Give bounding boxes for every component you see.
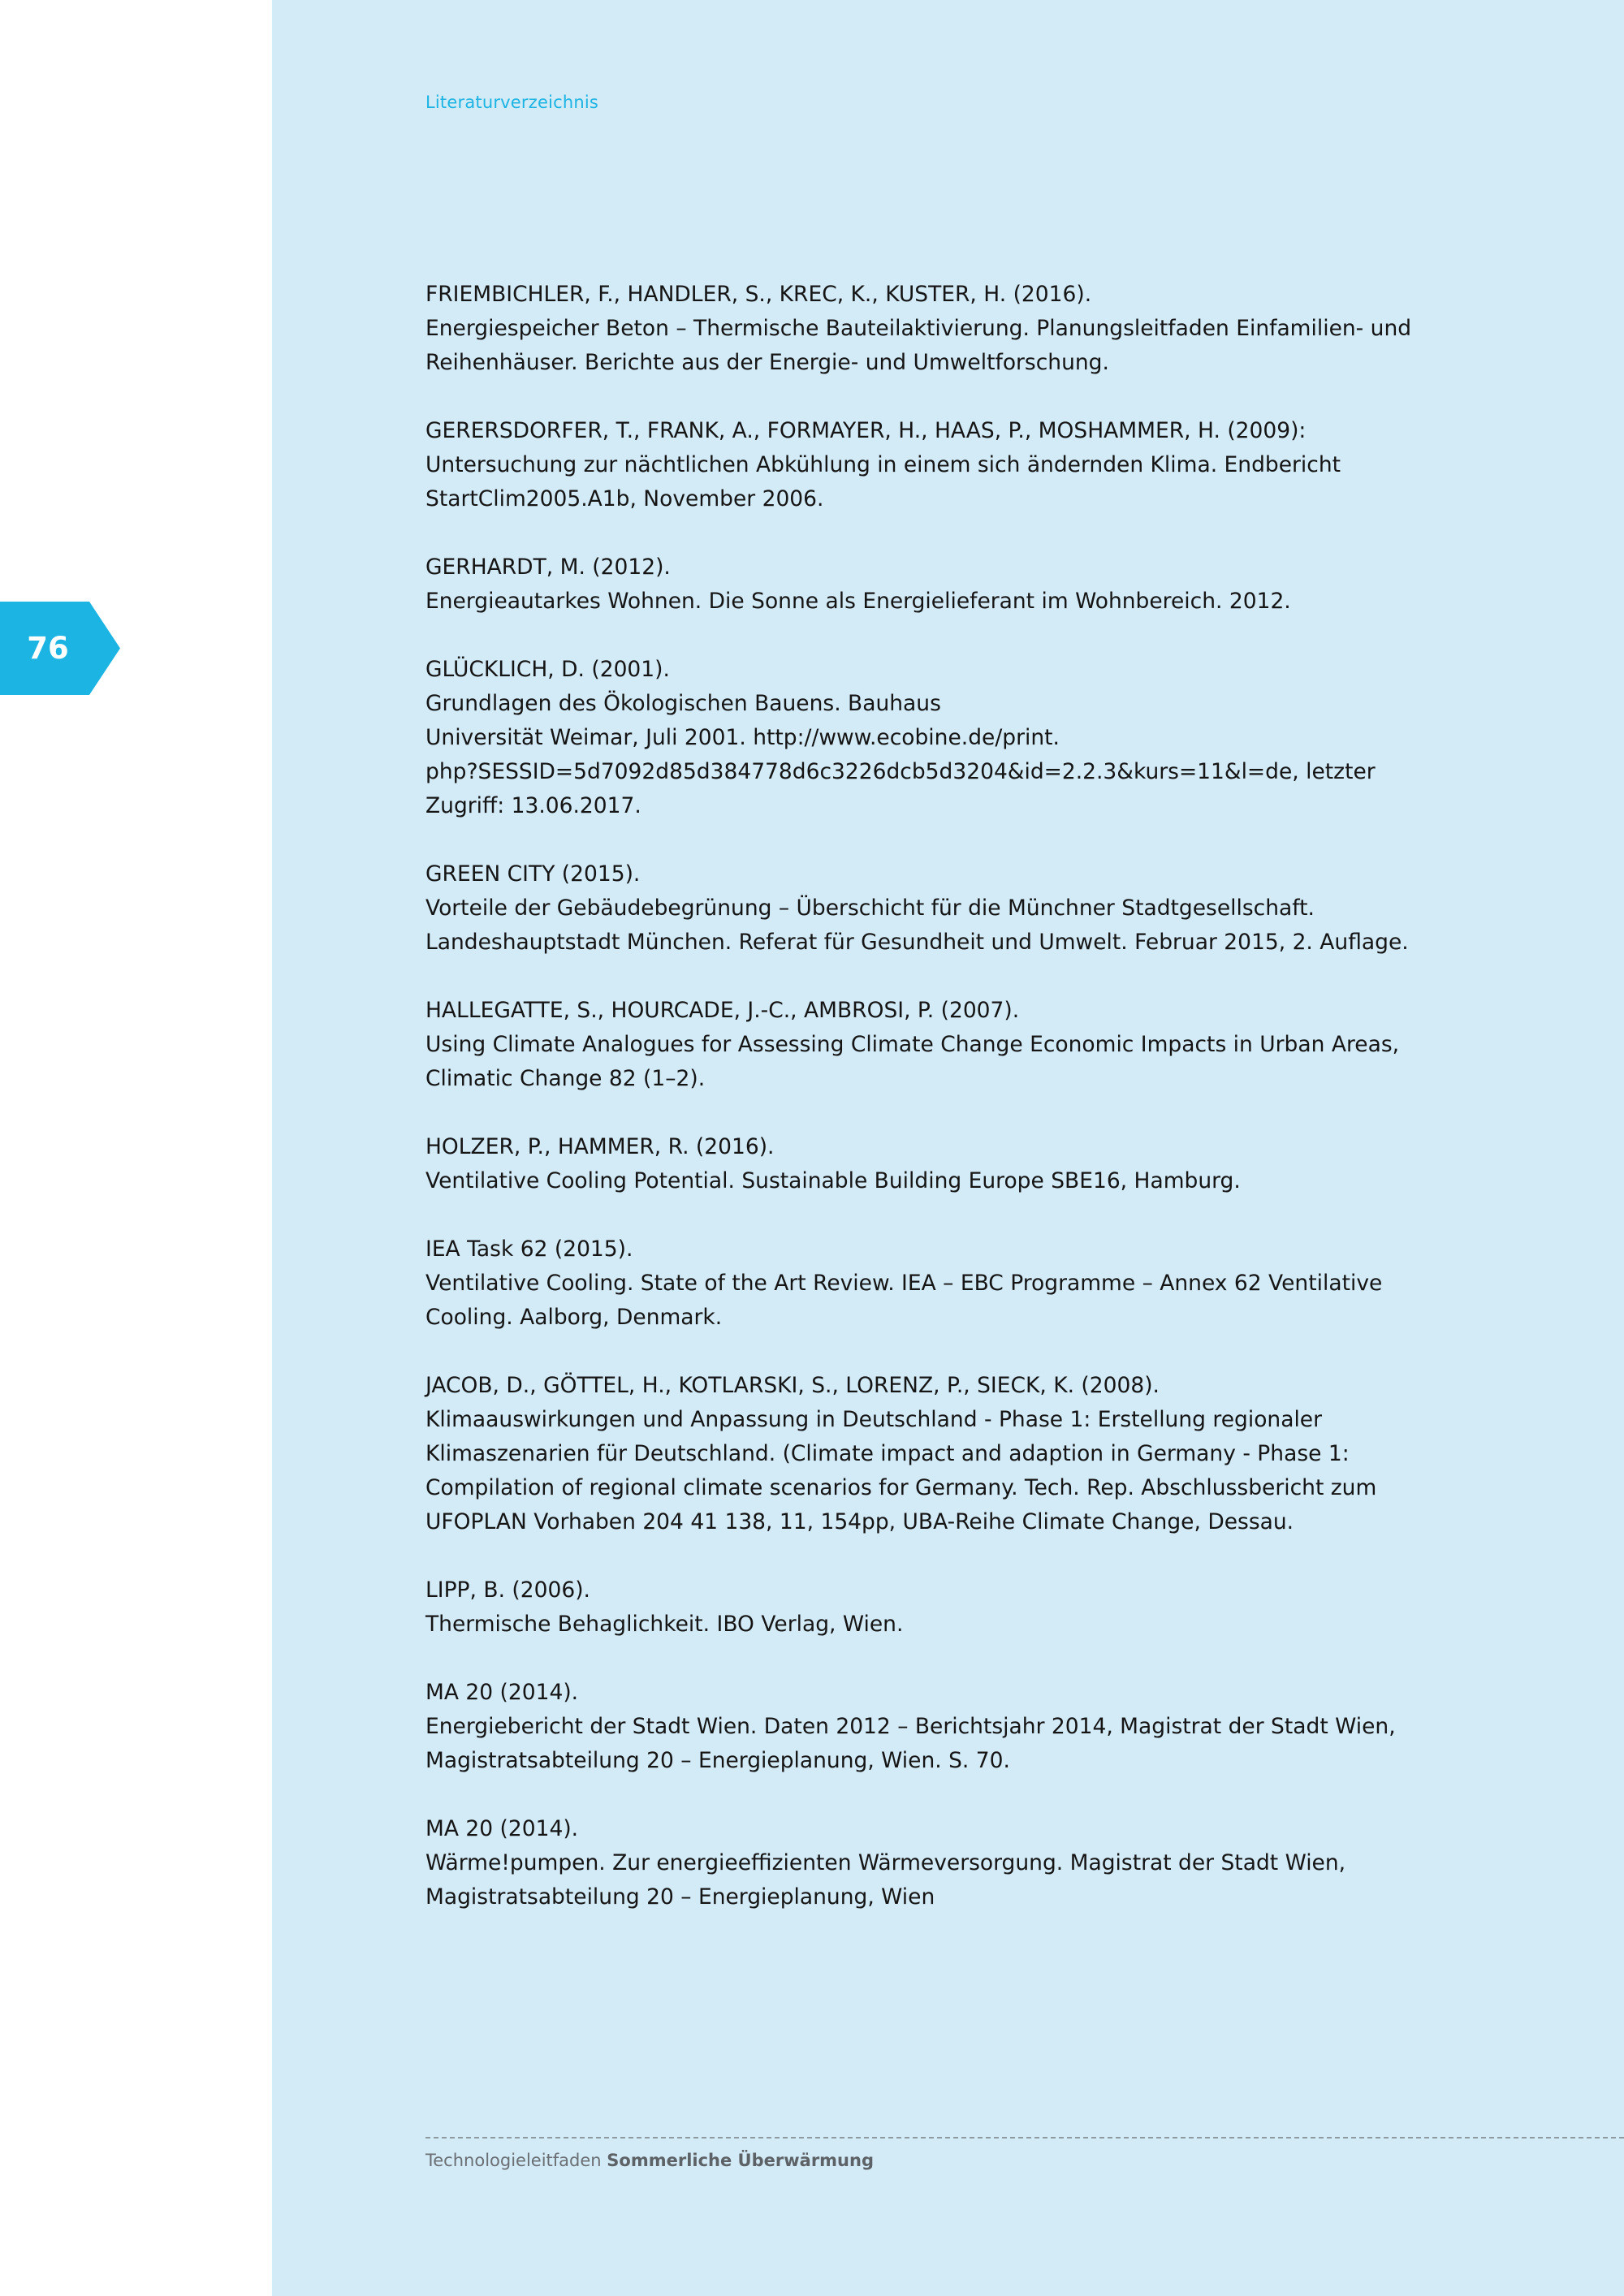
reference-author-line: IEA Task 62 (2015). xyxy=(425,1236,633,1262)
reference-author-line: GERHARDT, M. (2012). xyxy=(425,555,671,580)
footer-title: Sommerliche Überwärmung xyxy=(607,2151,874,2170)
reference-entry xyxy=(425,550,1481,619)
reference-entry xyxy=(425,1369,1481,1539)
reference-detail-line: php?SESSID=5d7092d85d384778d6c3226dcb5d3204&id=2.2.3&kurs=11&l=de, letzter xyxy=(425,759,1376,784)
reference-detail-line: Ventilative Cooling Potential. Sustainable Building Europe SBE16, Hamburg. xyxy=(425,1168,1241,1193)
reference-entry xyxy=(425,278,1481,380)
reference-detail-line: Climatic Change 82 (1–2). xyxy=(425,1066,706,1091)
reference-author-line: JACOB, D., GÖTTEL, H., KOTLARSKI, S., LORENZ, P., SIECK, K. (2008). xyxy=(425,1373,1160,1398)
reference-author-line: GREEN CITY (2015). xyxy=(425,861,641,887)
reference-detail-line: Magistratsabteilung 20 – Energieplanung, Wien. S. 70. xyxy=(425,1748,1010,1773)
reference-detail-line: Energieautarkes Wohnen. Die Sonne als Energielieferant im Wohnbereich. 2012. xyxy=(425,589,1291,614)
footer-prefix: Technologieleitfaden xyxy=(425,2151,602,2170)
reference-detail-line: Thermische Behaglichkeit. IBO Verlag, Wien. xyxy=(425,1612,904,1637)
footer-divider xyxy=(425,2137,1624,2138)
reference-author-line: HOLZER, P., HAMMER, R. (2016). xyxy=(425,1134,775,1159)
reference-detail-line: Wärme!pumpen. Zur energieeffizienten Wärmeversorgung. Magistrat der Stadt Wien, xyxy=(425,1850,1346,1875)
reference-entry xyxy=(425,414,1481,516)
reference-detail-line: Grundlagen des Ökologischen Bauens. Bauhaus xyxy=(425,691,941,716)
reference-entry xyxy=(425,653,1481,823)
reference-detail-line: Cooling. Aalborg, Denmark. xyxy=(425,1305,723,1330)
reference-entry xyxy=(425,1130,1481,1198)
reference-detail-line: Klimaszenarien für Deutschland. (Climate impact and adaption in Germany - Phase 1: xyxy=(425,1441,1350,1466)
reference-entry xyxy=(425,857,1481,960)
reference-detail-line: Energiebericht der Stadt Wien. Daten 2012 – Berichtsjahr 2014, Magistrat der Stadt Wien, xyxy=(425,1714,1396,1739)
reference-detail-line: Landeshauptstadt München. Referat für Gesundheit und Umwelt. Februar 2015, 2. Auflage. xyxy=(425,930,1409,955)
reference-detail-line: Klimaauswirkungen und Anpassung in Deutschland - Phase 1: Erstellung regionaler xyxy=(425,1407,1323,1432)
reference-author-line: FRIEMBICHLER, F., HANDLER, S., KREC, K., KUSTER, H. (2016). xyxy=(425,282,1092,307)
reference-author-line: GLÜCKLICH, D. (2001). xyxy=(425,657,670,682)
reference-author-line: MA 20 (2014). xyxy=(425,1816,579,1841)
reference-detail-line: Energiespeicher Beton – Thermische Bauteilaktivierung. Planungsleitfaden Einfamilien- und xyxy=(425,316,1412,341)
reference-detail-line: StartClim2005.A1b, November 2006. xyxy=(425,486,824,511)
reference-entry xyxy=(425,1573,1481,1642)
page-number-tab xyxy=(0,602,120,695)
reference-list xyxy=(425,278,1481,1949)
reference-author-line: HALLEGATTE, S., HOURCADE, J.-C., AMBROSI, P. (2007). xyxy=(425,998,1020,1023)
reference-entry xyxy=(425,1812,1481,1914)
page-number: 76 xyxy=(27,631,69,666)
reference-entry xyxy=(425,994,1481,1096)
reference-author-line: LIPP, B. (2006). xyxy=(425,1577,590,1603)
reference-detail-line: Reihenhäuser. Berichte aus der Energie- und Umweltforschung. xyxy=(425,350,1109,375)
footer xyxy=(425,2151,874,2170)
running-head: Literaturverzeichnis xyxy=(425,93,599,112)
reference-detail-line: Zugriff: 13.06.2017. xyxy=(425,793,641,818)
reference-author-line: MA 20 (2014). xyxy=(425,1680,579,1705)
reference-detail-line: Vorteile der Gebäudebegrünung – Überschicht für die Münchner Stadtgesellschaft. xyxy=(425,896,1315,921)
reference-detail-line: Using Climate Analogues for Assessing Climate Change Economic Impacts in Urban Areas, xyxy=(425,1032,1400,1057)
reference-detail-line: Magistratsabteilung 20 – Energieplanung, Wien xyxy=(425,1884,935,1910)
reference-detail-line: Ventilative Cooling. State of the Art Review. IEA – EBC Programme – Annex 62 Ventilative xyxy=(425,1271,1383,1296)
reference-entry xyxy=(425,1232,1481,1335)
reference-detail-line: Compilation of regional climate scenarios for Germany. Tech. Rep. Abschlussbericht zum xyxy=(425,1475,1377,1500)
reference-author-line: GERERSDORFER, T., FRANK, A., FORMAYER, H., HAAS, P., MOSHAMMER, H. (2009): xyxy=(425,418,1307,443)
reference-detail-line: Universität Weimar, Juli 2001. http://www.ecobine.de/print. xyxy=(425,725,1060,750)
reference-entry xyxy=(425,1676,1481,1778)
reference-detail-line: UFOPLAN Vorhaben 204 41 138, 11, 154pp, UBA-Reihe Climate Change, Dessau. xyxy=(425,1509,1294,1534)
reference-detail-line: Untersuchung zur nächtlichen Abkühlung in einem sich ändernden Klima. Endbericht xyxy=(425,452,1341,477)
